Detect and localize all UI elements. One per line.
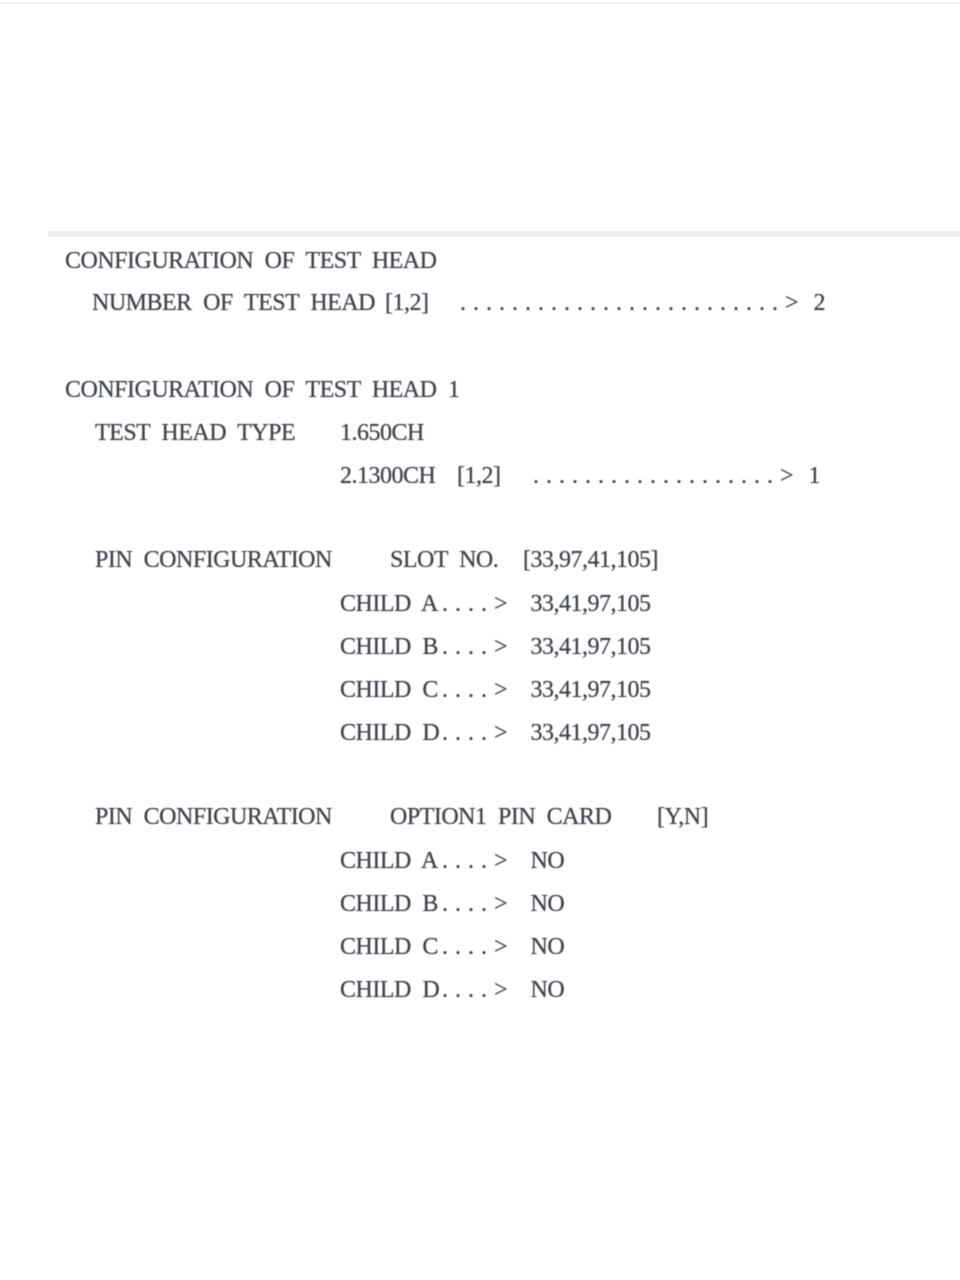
child-value: NO (530, 977, 565, 1003)
field-entry (460, 288, 825, 318)
child-value: NO (530, 891, 565, 917)
child-value: 33,41,97,105 (530, 591, 651, 617)
child-label: CHILD D (340, 977, 440, 1003)
child-row-d-slot (0, 718, 960, 748)
dotted-leader: ....> (442, 591, 515, 617)
field-label: NUMBER OF TEST HEAD (92, 290, 375, 316)
pin-configuration-label: PIN CONFIGURATION (95, 547, 332, 573)
section-test-head-1 (0, 375, 960, 405)
child-value: 33,41,97,105 (530, 677, 651, 703)
dotted-leader: ....> (442, 677, 515, 703)
row-test-head-type-option2 (0, 461, 960, 491)
child-row-b-option (0, 889, 960, 919)
field-entry (533, 461, 820, 491)
field-value: 2 (813, 290, 826, 316)
slot-no-field: SLOT NO. (390, 547, 499, 573)
child-row-a-slot (0, 589, 960, 619)
child-value: 33,41,97,105 (530, 720, 651, 746)
child-row-c-slot (0, 675, 960, 705)
dotted-leader: ....> (442, 634, 515, 660)
child-row-b-slot (0, 632, 960, 662)
child-entry (442, 675, 651, 705)
child-entry (442, 632, 651, 662)
section-pin-config-option (0, 802, 960, 832)
dotted-leader: .........................> (460, 290, 806, 316)
child-entry (442, 889, 564, 919)
section-pin-config-slot (0, 545, 960, 575)
child-label: CHILD D (340, 720, 440, 746)
child-label: CHILD B (340, 634, 438, 660)
field-label: TEST HEAD TYPE (95, 420, 296, 446)
dotted-leader: ....> (442, 891, 515, 917)
child-label: CHILD C (340, 934, 438, 960)
dotted-leader: ...................> (533, 463, 801, 489)
child-label: CHILD A (340, 591, 438, 617)
pin-configuration-label: PIN CONFIGURATION (95, 804, 332, 830)
dotted-leader: ....> (442, 848, 515, 874)
child-label: CHILD C (340, 677, 438, 703)
section-test-head (0, 246, 960, 276)
child-entry (442, 846, 564, 876)
child-value: NO (530, 934, 565, 960)
child-row-a-option (0, 846, 960, 876)
dotted-leader: ....> (442, 934, 515, 960)
child-label: CHILD B (340, 891, 438, 917)
section-title: CONFIGURATION OF TEST HEAD (65, 248, 437, 274)
dotted-leader: ....> (442, 720, 515, 746)
option1-pin-card-field: OPTION1 PIN CARD (390, 804, 612, 830)
child-row-c-option (0, 932, 960, 962)
option1-pin-card-range: [Y,N] (657, 804, 709, 830)
slot-no-range: [33,97,41,105] (523, 547, 658, 573)
option-650ch: 1.650CH (340, 420, 424, 446)
child-entry (442, 718, 651, 748)
dotted-leader: ....> (442, 977, 515, 1003)
field-value: 1 (808, 463, 821, 489)
field-range: [1,2] (457, 463, 501, 489)
child-row-d-option (0, 975, 960, 1005)
option-1300ch: 2.1300CH (340, 463, 436, 489)
child-entry (442, 932, 564, 962)
child-value: NO (530, 848, 565, 874)
child-label: CHILD A (340, 848, 438, 874)
child-value: 33,41,97,105 (530, 634, 651, 660)
row-test-head-type-option1 (0, 418, 960, 448)
child-entry (442, 589, 651, 619)
child-entry (442, 975, 564, 1005)
field-range: [1,2] (385, 290, 429, 316)
row-number-of-test-head (0, 288, 960, 318)
section-title: CONFIGURATION OF TEST HEAD 1 (65, 377, 460, 403)
